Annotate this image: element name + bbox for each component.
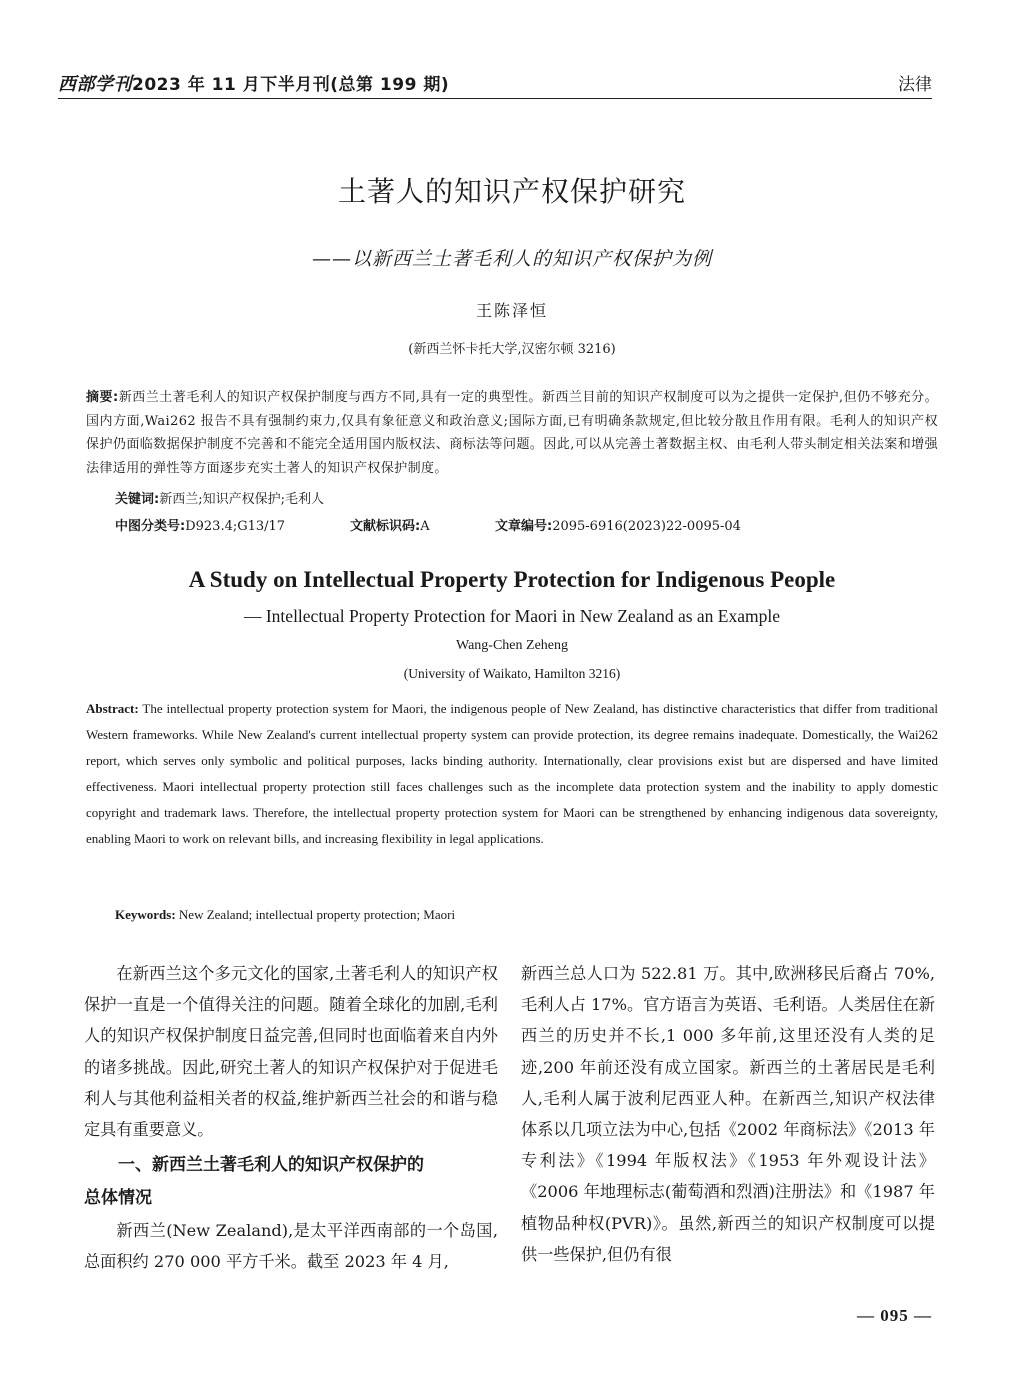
header-journal-info [58,70,449,96]
running-header [58,66,932,106]
paper-title: 土著人的知识产权保护研究 [337,175,686,208]
author-affiliation-en: (University of Waikato, Hamilton 3216) [403,666,621,681]
body-column-left [84,958,498,1278]
author-name-en: Wang-Chen Zeheng [456,638,568,653]
paper-subtitle-en: — Intellectual Property Protection for Maori in New Zealand as an Example [243,606,780,626]
section-heading-line-2: 总体情况 [84,1188,152,1209]
section-heading-line-1: 一、新西兰土著毛利人的知识产权保护的 [118,1155,424,1176]
page-number: — 095 — [857,1306,932,1325]
abstract-cn-label: 摘要: [86,390,119,405]
section-label: 法律 [898,75,932,95]
keywords-en-text: New Zealand; intellectual property protection; Maori [178,907,456,922]
body-column-right [521,958,935,1270]
keywords-en-label: Keywords: [115,907,176,922]
abstract-en [86,696,938,852]
abstract-cn-text: 新西兰土著毛利人的知识产权保护制度与西方不同,具有一定的典型性。新西兰目前的知识产权制度可以为之提供一定保护,但仍不够充分。国内方面,Wai262 报告不具有强制约束力,仅具有象征意义和政治意义;国际方面,已有明确条款规定,但比较分散且作用有限。毛利人的知识产权保护仍面临数据保护制度不完善和不能完全适用国内版权法、商标法等问题。因此,可以从完善土著数据主权、由毛利人带头制定相关法案和增强法律适用的弹性等方面逐步充实土著人的知识产权保护制度。 [86,390,938,476]
doc-label: 文献标识码: [350,519,421,534]
author-name: 王陈泽恒 [475,301,548,320]
keywords-en [115,907,455,923]
keywords-cn [115,488,324,507]
abstract-en-label: Abstract: [86,701,139,716]
article-label: 文章编号: [495,519,553,534]
body-paragraph: 在新西兰这个多元文化的国家,土著毛利人的知识产权保护一直是一个值得关注的问题。随着全球化的加剧,毛利人的知识产权保护制度日益完善,但同时也面临着来自内外的诸多挑战。因此,研究土著人的知识产权保护对于促进毛利人与其他利益相关者的权益,维护新西兰社会的和谐与稳定具有重要意义。 [84,964,498,1140]
keywords-cn-text: 新西兰;知识产权保护;毛利人 [159,492,324,507]
keywords-cn-label: 关键词: [115,492,160,507]
abstract-cn [86,386,938,480]
paper-title-en: A Study on Intellectual Property Protection for Indigenous People [188,567,836,592]
doc-value: A [420,519,430,534]
body-paragraph: 新西兰(New Zealand),是太平洋西南部的一个岛国,总面积约 270 000 平方千米。截至 2023 年 4 月, [84,1221,498,1272]
header-rule [58,98,932,99]
document-code [350,515,430,534]
journal-logo: 西部学刊 [58,74,132,95]
issue-info: 2023 年 11 月下半月刊(总第 199 期) [132,75,450,95]
clc-label: 中图分类号: [115,519,186,534]
body-paragraph: 新西兰总人口为 522.81 万。其中,欧洲移民后裔占 70%,毛利人占 17%。官方语言为英语、毛利语。人类居住在新西兰的历史并不长,1 000 多年前,这里还没有人类的足迹,200 年前还没有成立国家。新西兰的土著居民是毛利人,毛利人属于波利尼西亚人种。在新西兰,知识产权法律体系以几项立法为中心,包括《2002 年商标法》《2013 年专利法》《1994 年版权法》《1953 年外观设计法》《2006 年地理标志(葡萄酒和烈酒)注册法》和《1987 年植物品种权(PVR)》。虽然,新西兰的知识产权制度可以提供一些保护,但仍有很 [521,964,935,1264]
abstract-en-text: The intellectual property protection system for Maori, the indigenous people of New Zealand, has distinctive characteristics that differ from traditional Western frameworks. While New Zealand's current intellectual property system can provide protection, its degree remains inadequate. Domestically, the Wai262 report, which serves only symbolic and political purposes, lacks binding authority. Internationally, clear provisions exist but are dispersed and have limited effectiveness. Maori intellectual property protection still faces challenges such as the incomplete data protection system and the inability to apply domestic copyright and trademark laws. Therefore, the intellectual property protection system for Maori can be strengthened by enhancing indigenous data sovereignty, enabling Maori to work on relevant bills, and increasing flexibility in legal applications. [86,701,938,846]
clc-number [115,515,285,534]
article-value: 2095-6916(2023)22-0095-04 [552,519,741,534]
clc-value: D923.4;G13/17 [185,519,286,534]
article-number [495,515,741,534]
author-affiliation: (新西兰怀卡托大学,汉密尔顿 3216) [408,342,616,357]
paper-subtitle: ——以新西兰土著毛利人的知识产权保护为例 [311,248,712,270]
section-heading [84,1149,498,1215]
